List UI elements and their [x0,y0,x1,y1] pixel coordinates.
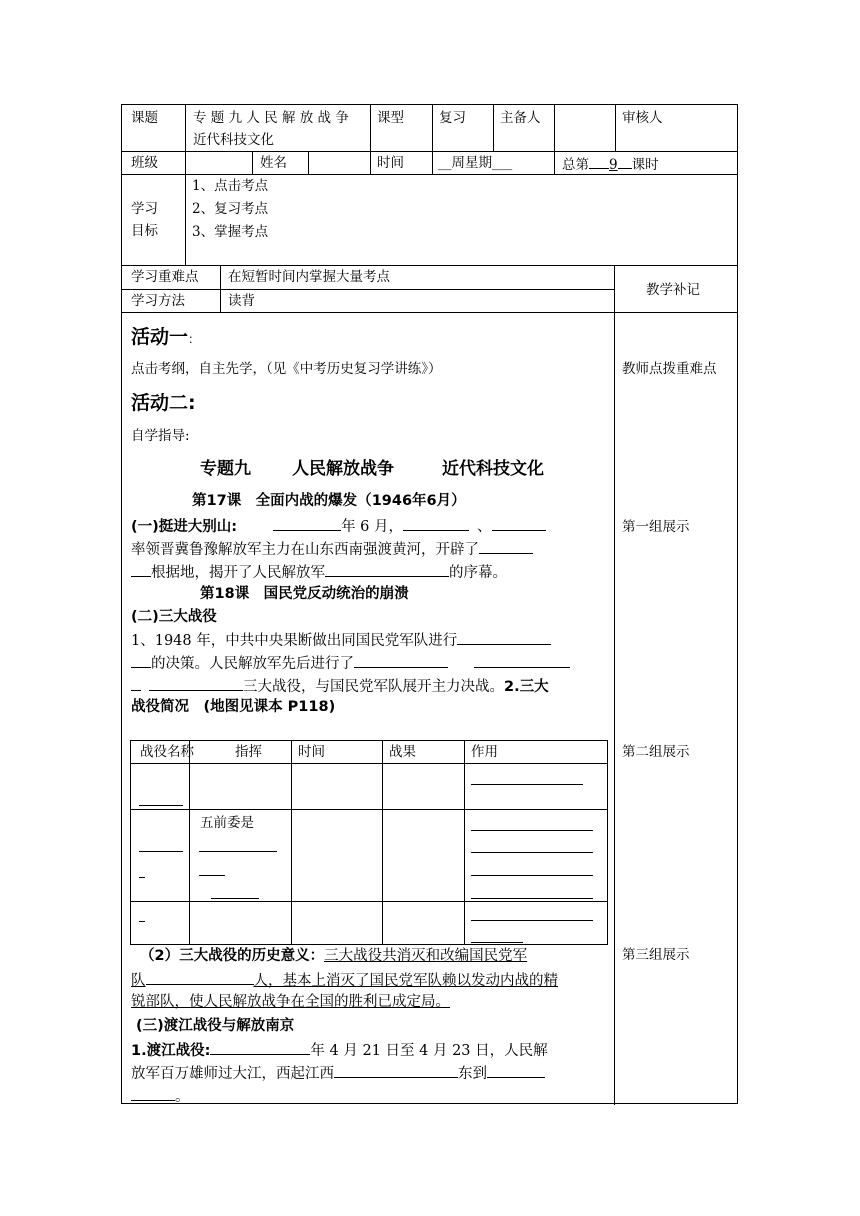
total-suffix: 课时 [631,157,659,173]
goals-label-2: 目标 [131,223,158,239]
section1-line2: 率领晋冀鲁豫解放军主力在山东西南强渡黄河，开辟了 [131,537,533,561]
class-label: 班级 [131,155,158,171]
table-row-divider [131,809,607,810]
table-header: 指挥 [235,744,262,760]
fill-blank [471,852,593,853]
preparer-label: 主备人 [500,110,541,126]
table-header: 作用 [471,744,498,760]
fill-blank [139,851,183,852]
type-value: 复习 [439,110,466,126]
fill-blank [199,875,225,876]
row-divider [122,289,614,290]
col-divider [493,105,494,151]
col-divider [432,105,433,151]
col-divider [185,174,186,265]
col-divider [185,151,186,174]
goals-label-1: 学习 [131,201,158,217]
fill-blank [471,784,583,785]
table-row-divider [131,763,607,764]
fill-blank [471,875,593,876]
significance-line1: （2）三大战役的历史意义：三大战役共消灭和改编国民党军 [140,948,528,964]
col-divider [370,151,371,174]
side-note: 第二组展示 [622,744,690,760]
row-divider [122,265,737,266]
side-column-divider [614,265,615,1105]
fill-blank [211,898,259,899]
col-divider [370,105,371,151]
topic-part: 人民解放战争 [292,459,394,479]
reviewer-label: 审核人 [622,110,663,126]
table-header: 战果 [389,744,416,760]
section3-line1: 1.渡江战役: 年 4 月 21 日至 4 月 23 日，人民解 [131,1038,548,1062]
section2-line2: 的决策。人民解放军先后进行了 [131,651,570,675]
course-title-line1: 专 题 九 人 民 解 放 战 争 [193,110,349,126]
side-note: 第一组展示 [622,519,690,535]
col-divider [220,265,221,312]
total-number: 9 [609,157,618,173]
section2-line4: 战役简况 (地图见课本 P118) [131,699,336,715]
topic-part: 近代科技文化 [442,459,544,479]
goal-item: 1、点击考点 [192,178,269,194]
col-divider [615,105,616,151]
method-label: 学习方法 [131,293,185,309]
fill-blank [139,805,183,806]
commander-note: 五前委是 [200,815,254,831]
activity1-heading: 活动一： [131,326,201,348]
section2-line3: 三大战役，与国民党军队展开主力决战。2.三大 [131,674,549,698]
section3-line2: 放军百万雄师过大江，西起江西 东到 [131,1061,545,1085]
type-label: 课型 [377,110,404,126]
total-periods [562,152,659,176]
lesson17-title: 第17课 全面内战的爆发（1946年6月） [192,493,466,509]
total-prefix: 总第 [562,157,589,173]
battle-table [130,740,608,945]
name-label: 姓名 [260,155,287,171]
fill-blank [199,851,277,852]
significance-line3: 锐部队，使人民解放战争在全国的胜利已成定局。 [131,994,450,1010]
side-title: 教学补记 [646,282,700,298]
keypoints-label: 学习重难点 [131,269,199,285]
col-divider [308,151,309,174]
section3-line3: 。 [131,1084,190,1108]
week-text: __周星期___ [438,155,513,171]
fill-blank [471,830,593,831]
col-divider [432,151,433,174]
fill-blank [139,921,145,922]
table-header: 时间 [298,744,325,760]
table-col-divider [291,741,292,944]
lesson18-title: 第18课 国民党反动统治的崩溃 [200,586,409,602]
keypoints-value: 在短暂时间内掌握大量考点 [228,269,390,285]
table-col-divider [189,741,190,944]
topic-part: 专题九 [200,459,251,479]
table-col-divider [382,741,383,944]
fill-blank [471,898,593,899]
table-row-divider [131,901,607,902]
lesson-plan-table [121,104,738,1104]
fill-blank [471,920,593,921]
goal-item: 3、掌握考点 [192,224,269,240]
row-divider [122,312,737,313]
section2-line1: 1、1948 年，中共中央果断做出同国民党军队进行 [131,628,551,652]
col-divider [554,105,555,151]
course-title-line2: 近代科技文化 [193,132,274,148]
course-label: 课题 [131,110,158,126]
fill-blank [139,877,145,878]
activity1-text: 点击考纲，自主先学，（见《中考历史复习学讲练》） [131,361,442,377]
time-label: 时间 [377,155,404,171]
significance-line2: 队 人，基本上消灭了国民党军队赖以发动内战的精 [131,968,558,992]
section1-line1: (一)挺进大别山: 年 6 月， 、 [131,514,546,538]
col-divider [252,151,253,174]
activity2-heading: 活动二: [131,392,196,414]
activity2-guide: 自学指导: [131,428,190,444]
section1-line3: 根据地，揭开了人民解放军 的序幕。 [131,560,507,584]
table-header: 战役名称 [140,744,194,760]
method-value: 读背 [228,293,255,309]
fill-blank [471,942,523,943]
col-divider [185,105,186,151]
section2-heading: (二)三大战役 [131,609,217,625]
col-divider [554,151,555,174]
side-note: 教师点拨重难点 [622,361,717,377]
table-col-divider [464,741,465,944]
side-note: 第三组展示 [622,947,690,963]
goal-item: 2、复习考点 [192,201,269,217]
section3-heading: (三)渡江战役与解放南京 [136,1018,295,1034]
